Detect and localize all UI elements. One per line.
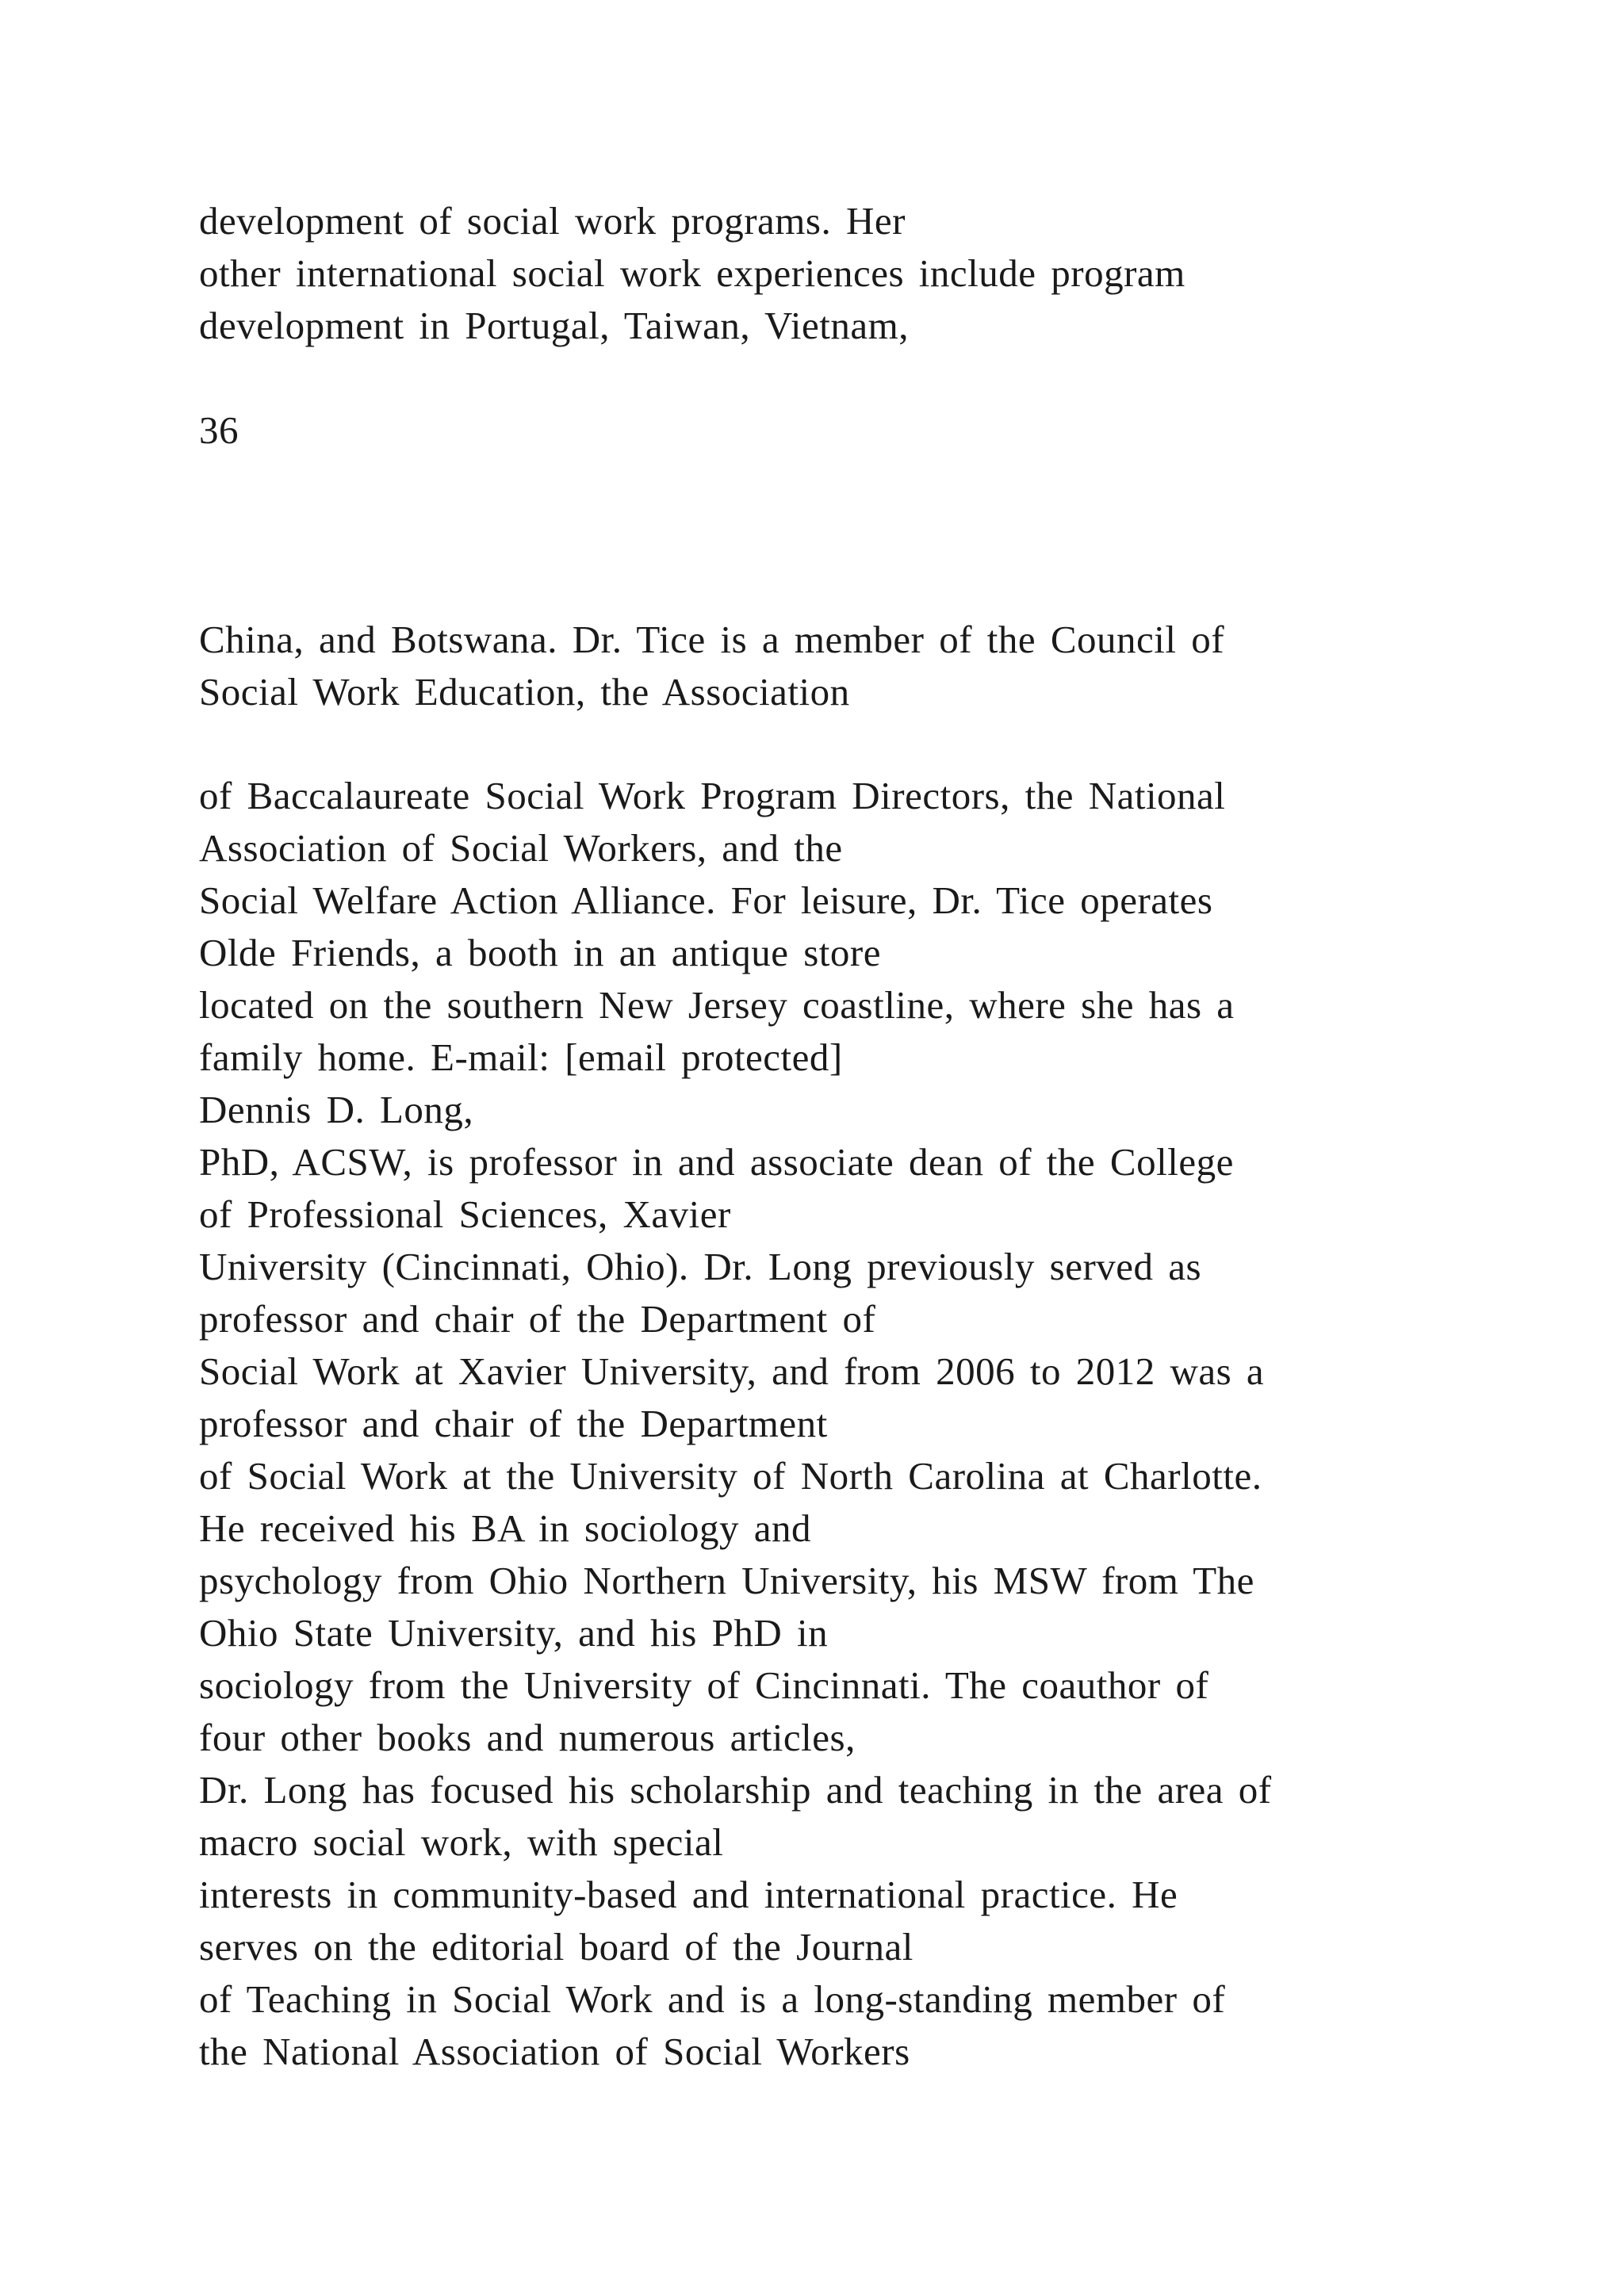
text-line: development in Portugal, Taiwan, Vietnam, (199, 304, 910, 347)
text-line: of Social Work at the University of North Carolina at Charlotte. (199, 1454, 1262, 1498)
text-line: interests in community-based and international practice. He (199, 1873, 1178, 1916)
text-line: of Baccalaureate Social Work Program Directors, the National (199, 774, 1226, 817)
text-line: Social Work Education, the Association (199, 670, 850, 714)
text-line: professor and chair of the Department of (199, 1297, 876, 1341)
text-line: Association of Social Workers, and the (199, 826, 843, 870)
text-line: of Teaching in Social Work and is a long-standing member of (199, 1977, 1226, 2021)
page-number: 36 (199, 408, 239, 452)
text-line: sociology from the University of Cincinnati. The coauthor of (199, 1663, 1209, 1707)
text-line: Social Welfare Action Alliance. For leisure, Dr. Tice operates (199, 878, 1213, 922)
text-line: professor and chair of the Department (199, 1402, 828, 1445)
text-line: development of social work programs. Her (199, 199, 906, 243)
text-line: macro social work, with special (199, 1820, 724, 1864)
text-line: serves on the editorial board of the Journal (199, 1925, 914, 1969)
text-line: of Professional Sciences, Xavier (199, 1192, 731, 1236)
page-number-block (199, 404, 1547, 457)
text-line: the National Association of Social Workers (199, 2030, 910, 2073)
text-block-main (199, 770, 1547, 2078)
text-line: other international social work experiences include program (199, 251, 1185, 295)
text-line: four other books and numerous articles, (199, 1716, 856, 1759)
author-name-line: Dennis D. Long, (199, 1088, 474, 1131)
text-line: PhD, ACSW, is professor in and associate dean of the College (199, 1140, 1234, 1184)
text-line: Social Work at Xavier University, and from 2006 to 2012 was a (199, 1349, 1265, 1393)
text-line: located on the southern New Jersey coastline, where she has a (199, 983, 1235, 1027)
text-line: Dr. Long has focused his scholarship and teaching in the area of (199, 1768, 1272, 1812)
text-line: University (Cincinnati, Ohio). Dr. Long previously served as (199, 1245, 1202, 1288)
text-block-top (199, 195, 1547, 352)
text-line: China, and Botswana. Dr. Tice is a member of the Council of (199, 618, 1225, 661)
text-line: psychology from Ohio Northern University, his MSW from The (199, 1559, 1254, 1602)
email-line: family home. E-mail: [email protected] (199, 1035, 843, 1079)
text-line: Ohio State University, and his PhD in (199, 1611, 829, 1655)
text-block-mid (199, 614, 1547, 718)
text-line: Olde Friends, a booth in an antique store (199, 931, 881, 974)
text-line: He received his BA in sociology and (199, 1506, 812, 1550)
